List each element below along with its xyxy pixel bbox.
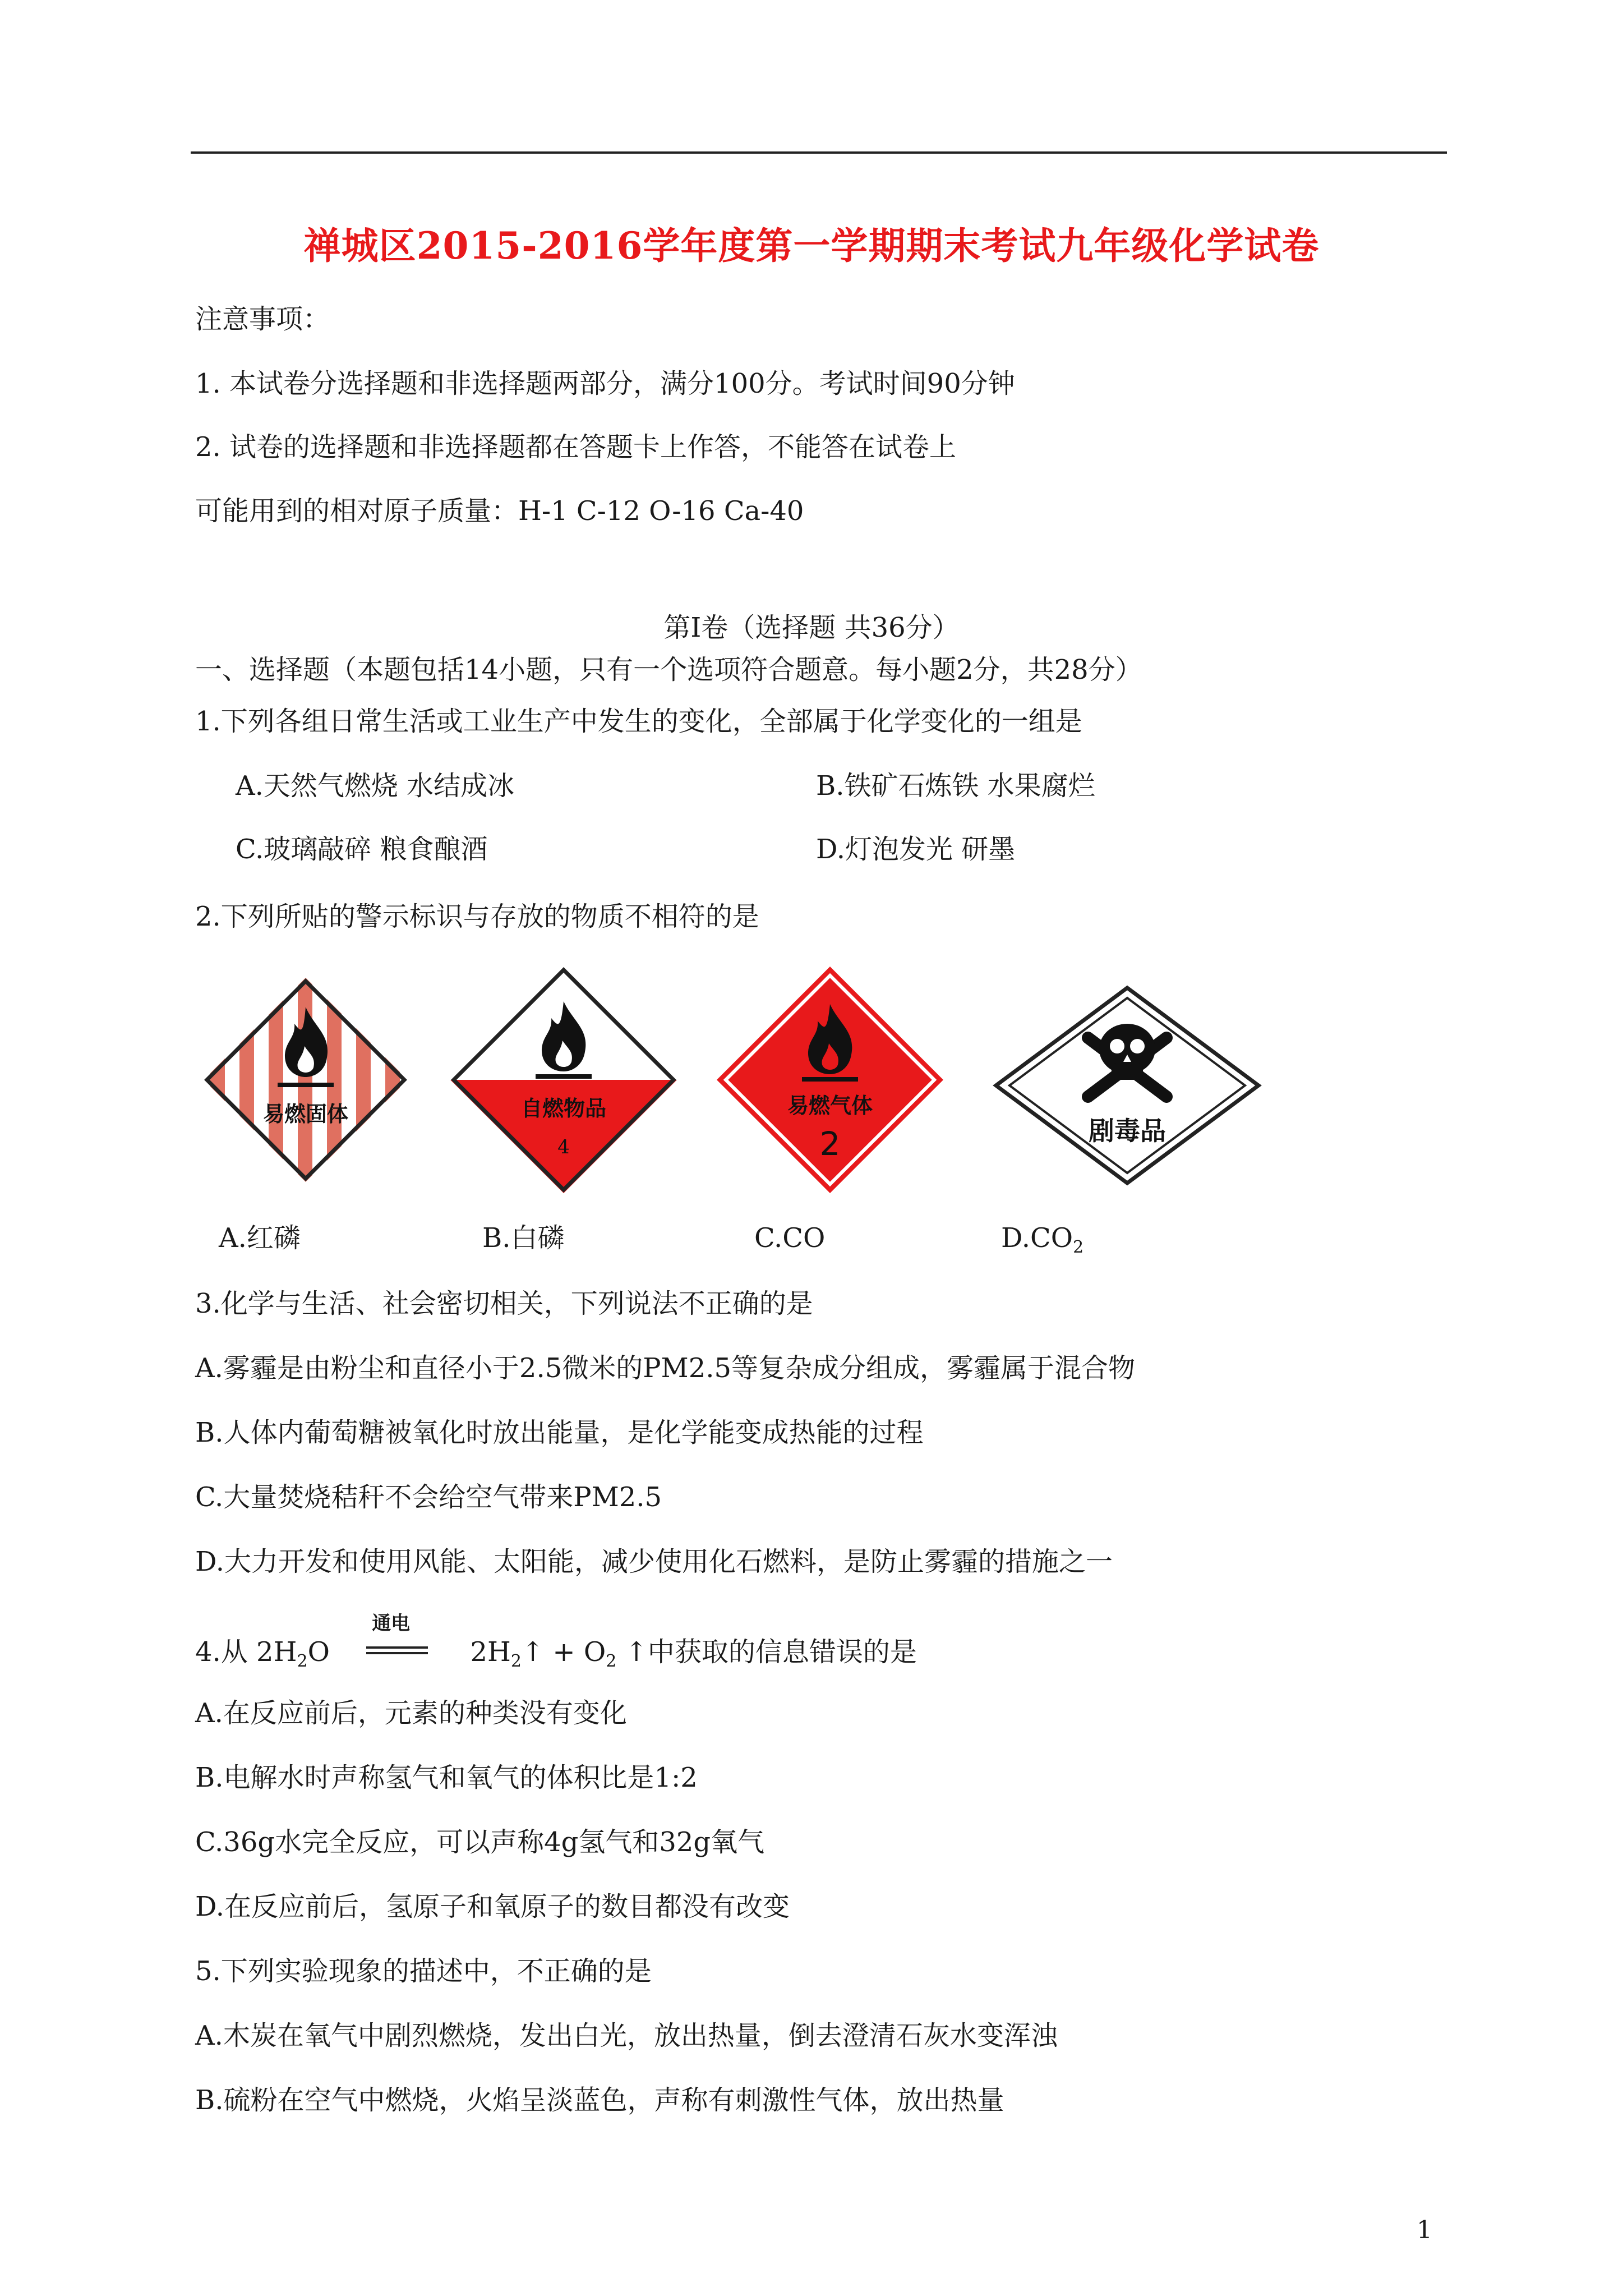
atomic-mass-note: 可能用到的相对原子质量：H-1 C-12 O-16 Ca-40	[195, 495, 804, 527]
question-2-stem: 2.下列所贴的警示标识与存放的物质不相符的是	[195, 901, 759, 932]
spontaneous-combustion-label: 自燃物品	[520, 1096, 606, 1121]
question-5-stem: 5.下列实验现象的描述中，不正确的是	[195, 1955, 652, 1987]
electrolysis-condition: 通电	[372, 1612, 411, 1635]
co2-formula: D.CO	[1001, 1222, 1073, 1254]
equation-sub-3: 2	[606, 1651, 617, 1671]
flammable-gas-label: 易燃气体	[787, 1093, 873, 1118]
question-5-option-a: A.木炭在氧气中剧烈燃烧，发出白光，放出热量，倒去澄清石灰水变浑浊	[195, 2020, 1058, 2051]
co2-subscript: 2	[1073, 1237, 1084, 1257]
notice-item-1: 1. 本试卷分选择题和非选择题两部分，满分100分。考试时间90分钟	[195, 368, 1015, 399]
question-4-option-b: B.电解水时声称氢气和氧气的体积比是1:2	[195, 1762, 698, 1793]
question-1-option-b: B.铁矿石炼铁 水果腐烂	[816, 770, 1095, 802]
spontaneous-combustion-sign	[446, 962, 681, 1198]
class-number-2: 2	[819, 1125, 841, 1163]
question-4-stem	[195, 1612, 917, 1671]
question-3-option-b: B.人体内葡萄糖被氧化时放出能量，是化学能变成热能的过程	[195, 1417, 924, 1448]
question-3-option-d: D.大力开发和使用风能、太阳能，减少使用化石燃料，是防止雾霾的措施之一	[195, 1546, 1113, 1577]
notice-item-2: 2. 试卷的选择题和非选择题都在答题卡上作答，不能答在试卷上	[195, 431, 957, 463]
class-number-4: 4	[557, 1136, 570, 1158]
question-5-option-b: B.硫粉在空气中燃烧，火焰呈淡蓝色，声称有刺激性气体，放出热量	[195, 2085, 1004, 2116]
question-2-option-d	[1001, 1222, 1084, 1257]
notice-heading: 注意事项：	[195, 303, 330, 335]
equation-sub-1: 2	[297, 1651, 308, 1671]
question-2-option-b: B.白磷	[482, 1222, 565, 1254]
toxic-label: 剧毒品	[1089, 1116, 1166, 1146]
flammable-gas-sign	[712, 962, 948, 1198]
equation-part-2: O	[307, 1636, 330, 1668]
electrolysis-condition-arrow	[366, 1612, 434, 1663]
section-instructions: 一、选择题（本题包括14小题，只有一个选项符合题意。每小题2分，共28分）	[195, 654, 1142, 685]
page-number: 1	[1417, 2216, 1432, 2244]
equation-part-4: ↑ + O	[521, 1636, 606, 1668]
question-2-option-a: A.红磷	[219, 1222, 301, 1254]
question-1-option-d: D.灯泡发光 研墨	[816, 834, 1016, 865]
question-1-stem: 1.下列各组日常生活或工业生产中发生的变化，全部属于化学变化的一组是	[195, 706, 1082, 737]
section-heading: 第Ⅰ卷（选择题 共36分）	[663, 612, 960, 643]
exam-title: 禅城区2015-2016学年度第一学期期末考试九年级化学试卷	[303, 224, 1320, 268]
question-1-option-c: C.玻璃敲碎 粮食酿酒	[236, 834, 488, 865]
question-2-option-c: C.CO	[754, 1222, 826, 1254]
question-4-option-d: D.在反应前后，氢原子和氧原子的数目都没有改变	[195, 1891, 790, 1922]
question-3-stem: 3.化学与生活、社会密切相关，下列说法不正确的是	[195, 1288, 813, 1319]
flammable-solid-label: 易燃固体	[262, 1102, 348, 1126]
equation-prefix: 4.从 2H	[195, 1636, 297, 1668]
equation-suffix: ↑中获取的信息错误的是	[616, 1636, 917, 1668]
equation-part-3: 2H	[470, 1636, 511, 1668]
question-3-option-c: C.大量焚烧秸秆不会给空气带来PM2.5	[195, 1481, 662, 1513]
question-4-option-c: C.36g水完全反应，可以声称4g氢气和32g氧气	[195, 1826, 765, 1858]
question-4-option-a: A.在反应前后，元素的种类没有变化	[195, 1697, 627, 1729]
question-3-option-a: A.雾霾是由粉尘和直径小于2.5微米的PM2.5等复杂成分组成，雾霾属于混合物	[195, 1352, 1136, 1384]
equation-sub-2: 2	[510, 1651, 522, 1671]
toxic-sign	[993, 984, 1262, 1186]
header-rule	[191, 151, 1447, 154]
question-1-option-a: A.天然气燃烧 水结成冰	[236, 770, 515, 802]
flammable-solid-sign	[199, 973, 412, 1186]
